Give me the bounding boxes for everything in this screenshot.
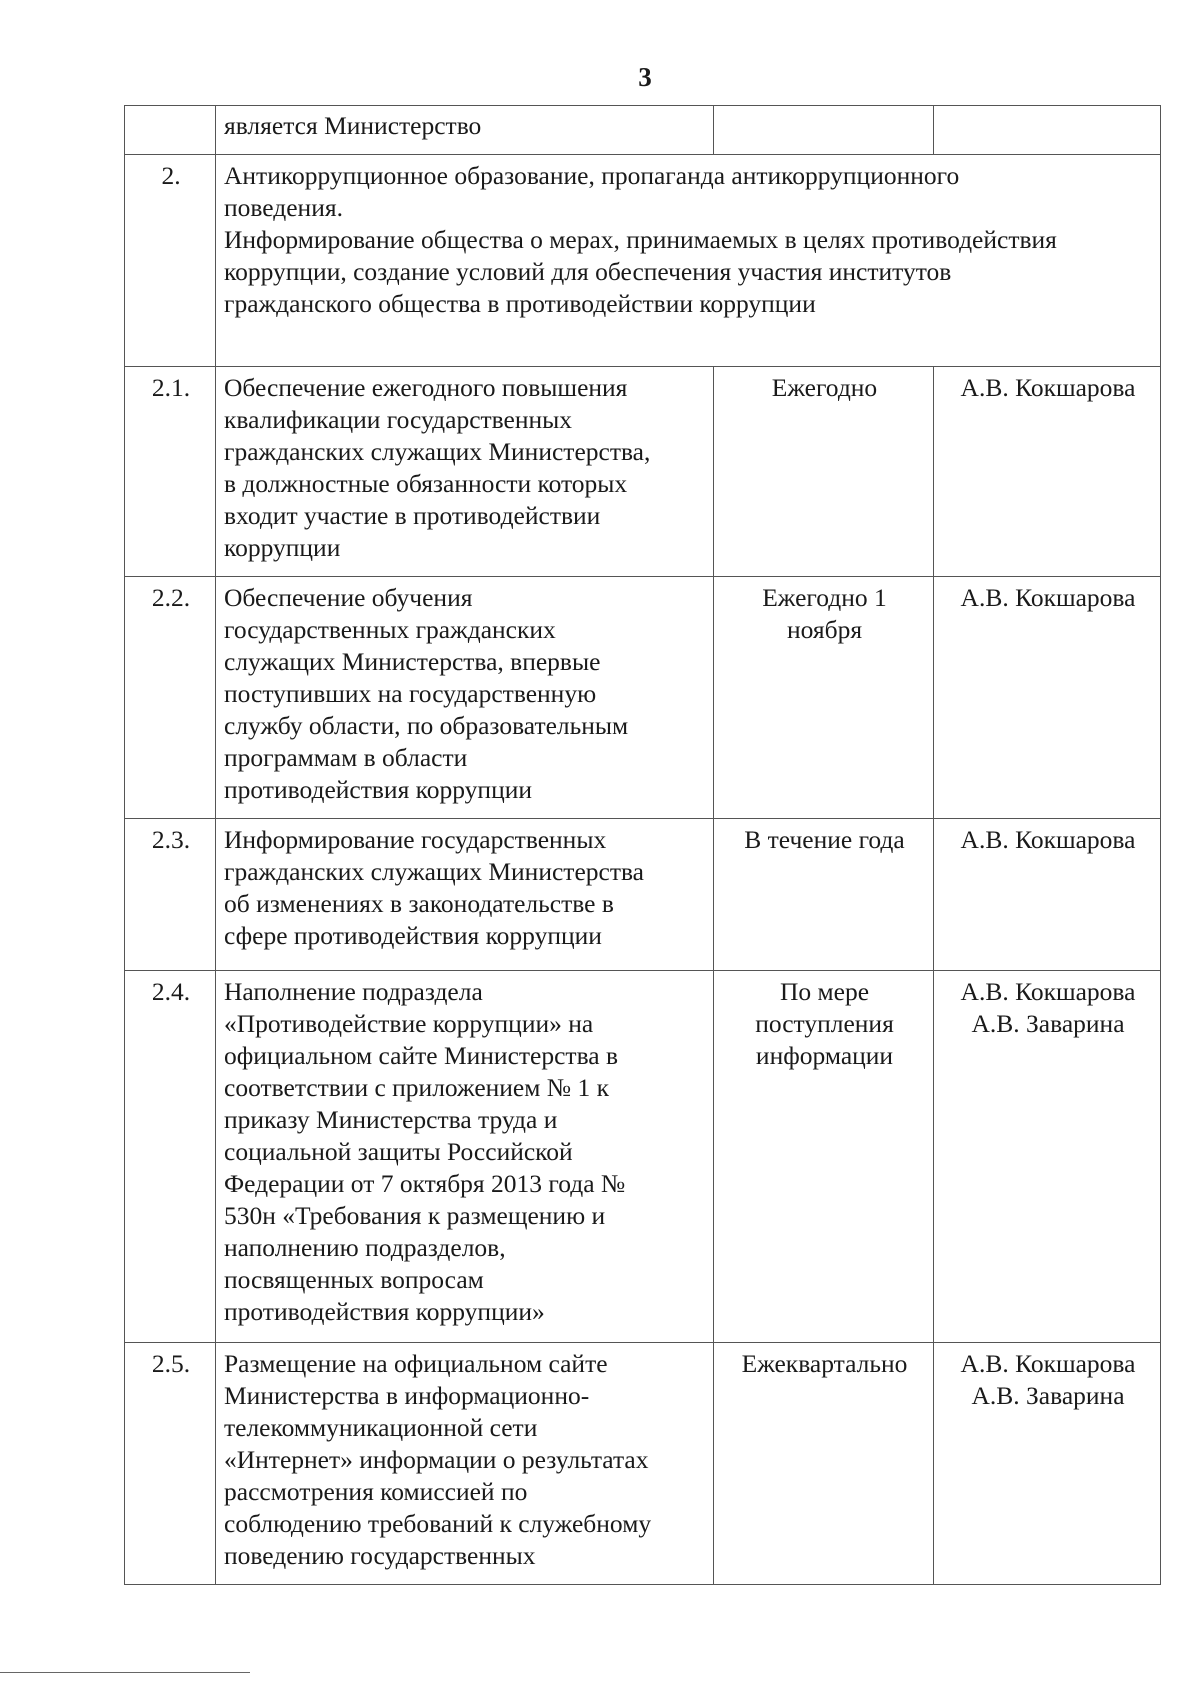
action-text-line: коррупции — [224, 533, 341, 562]
responsible-cell — [934, 106, 1161, 155]
action-cell — [216, 106, 714, 155]
responsible-name: А.В. Кокшарова — [960, 977, 1136, 1006]
table-row — [125, 367, 1161, 577]
action-text-line: входит участие в противодействии — [224, 501, 601, 530]
action-text-line: поступивших на государственную — [224, 679, 597, 708]
action-cell — [216, 367, 714, 577]
action-cell — [216, 971, 714, 1343]
section-text-line: гражданского общества в противодействии коррупции — [224, 289, 816, 318]
table-row — [125, 971, 1161, 1343]
action-text-line: поведению государственных — [224, 1541, 536, 1570]
item-number-cell: 2.2. — [125, 577, 216, 819]
responsible-name: А.В. Кокшарова — [960, 373, 1136, 402]
action-text-line: Наполнение подраздела — [224, 977, 483, 1006]
footnote-divider — [0, 1672, 250, 1673]
item-number-cell: 2.5. — [125, 1343, 216, 1585]
section-text-line: Информирование общества о мерах, принимаемых в целях противодействия — [224, 225, 1057, 254]
action-text-line: приказу Министерства труда и — [224, 1105, 558, 1134]
action-text-line: соответствии с приложением № 1 к — [224, 1073, 609, 1102]
action-text-line: программам в области — [224, 743, 468, 772]
action-text-line: противодействия коррупции — [224, 775, 533, 804]
page-number: 3 — [638, 62, 652, 92]
action-text-line: соблюдению требований к служебному — [224, 1509, 652, 1538]
action-cell — [216, 819, 714, 971]
section-heading-cell — [216, 155, 1161, 367]
action-cell — [216, 1343, 714, 1585]
term-cell — [714, 819, 934, 971]
term-text-line: информации — [755, 1041, 894, 1070]
term-text-line: ноября — [786, 615, 863, 644]
term-text-line: Ежегодно — [771, 373, 878, 402]
action-text-line: сфере противодействия коррупции — [224, 921, 602, 950]
action-text-line: службу области, по образовательным — [224, 711, 629, 740]
action-text-line: об изменениях в законодательстве в — [224, 889, 614, 918]
item-number-cell: 2.3. — [125, 819, 216, 971]
term-text-line: поступления — [755, 1009, 894, 1038]
action-text-line: гражданских служащих Министерства — [224, 857, 644, 886]
table-row — [125, 819, 1161, 971]
item-number-cell: 2. — [125, 155, 216, 367]
action-text-line: Информирование государственных — [224, 825, 607, 854]
action-text-line: гражданских служащих Министерства, — [224, 437, 651, 466]
term-text-line: Ежегодно 1 — [762, 583, 887, 612]
table-row — [125, 577, 1161, 819]
action-text-line: Министерства в информационно- — [224, 1381, 590, 1410]
responsible-cell — [934, 819, 1161, 971]
term-cell — [714, 367, 934, 577]
action-text-line: в должностные обязанности которых — [224, 469, 628, 498]
responsible-name: А.В. Кокшарова — [960, 825, 1136, 854]
action-text-line: телекоммуникационной сети — [224, 1413, 538, 1442]
table-row — [125, 106, 1161, 155]
term-cell — [714, 577, 934, 819]
responsible-name: А.В. Заварина — [971, 1009, 1125, 1038]
action-text-line: 530н «Требования к размещению и — [224, 1201, 606, 1230]
term-text-line: Ежеквартально — [741, 1349, 908, 1378]
action-text-line: противодействия коррупции» — [224, 1297, 545, 1326]
responsible-name: А.В. Кокшарова — [960, 583, 1136, 612]
item-number-cell — [125, 106, 216, 155]
responsible-cell — [934, 577, 1161, 819]
responsible-cell — [934, 1343, 1161, 1585]
item-number-cell: 2.4. — [125, 971, 216, 1343]
action-text-line: государственных гражданских — [224, 615, 556, 644]
action-text-line: квалификации государственных — [224, 405, 573, 434]
action-text-line: служащих Министерства, впервые — [224, 647, 601, 676]
term-text-line: По мере — [779, 977, 870, 1006]
action-text-line: Обеспечение ежегодного повышения — [224, 373, 628, 402]
term-cell — [714, 106, 934, 155]
section-row — [125, 155, 1161, 367]
action-text-line: является Министерство — [224, 111, 482, 140]
action-text-line: Размещение на официальном сайте — [224, 1349, 608, 1378]
term-text-line: В течение года — [744, 825, 905, 854]
action-text-line: социальной защиты Российской — [224, 1137, 573, 1166]
action-text-line: посвященных вопросам — [224, 1265, 484, 1294]
table-row — [125, 1343, 1161, 1585]
term-cell — [714, 971, 934, 1343]
action-text-line: наполнению подразделов, — [224, 1233, 506, 1262]
section-text-line: Антикоррупционное образование, пропаганда антикоррупционного — [224, 161, 960, 190]
action-text-line: «Противодействие коррупции» на — [224, 1009, 594, 1038]
action-text-line: официальном сайте Министерства в — [224, 1041, 619, 1070]
section-text-line: коррупции, создание условий для обеспечения участия институтов — [224, 257, 952, 286]
responsible-cell — [934, 367, 1161, 577]
responsible-name: А.В. Заварина — [971, 1381, 1125, 1410]
action-text-line: Обеспечение обучения — [224, 583, 473, 612]
item-number-cell: 2.1. — [125, 367, 216, 577]
action-cell — [216, 577, 714, 819]
term-cell — [714, 1343, 934, 1585]
action-text-line: «Интернет» информации о результатах — [224, 1445, 649, 1474]
section-text-line: поведения. — [224, 193, 343, 222]
responsible-cell — [934, 971, 1161, 1343]
action-text-line: рассмотрения комиссией по — [224, 1477, 528, 1506]
responsible-name: А.В. Кокшарова — [960, 1349, 1136, 1378]
action-plan-table — [124, 105, 1161, 1585]
action-text-line: Федерации от 7 октября 2013 года № — [224, 1169, 626, 1198]
